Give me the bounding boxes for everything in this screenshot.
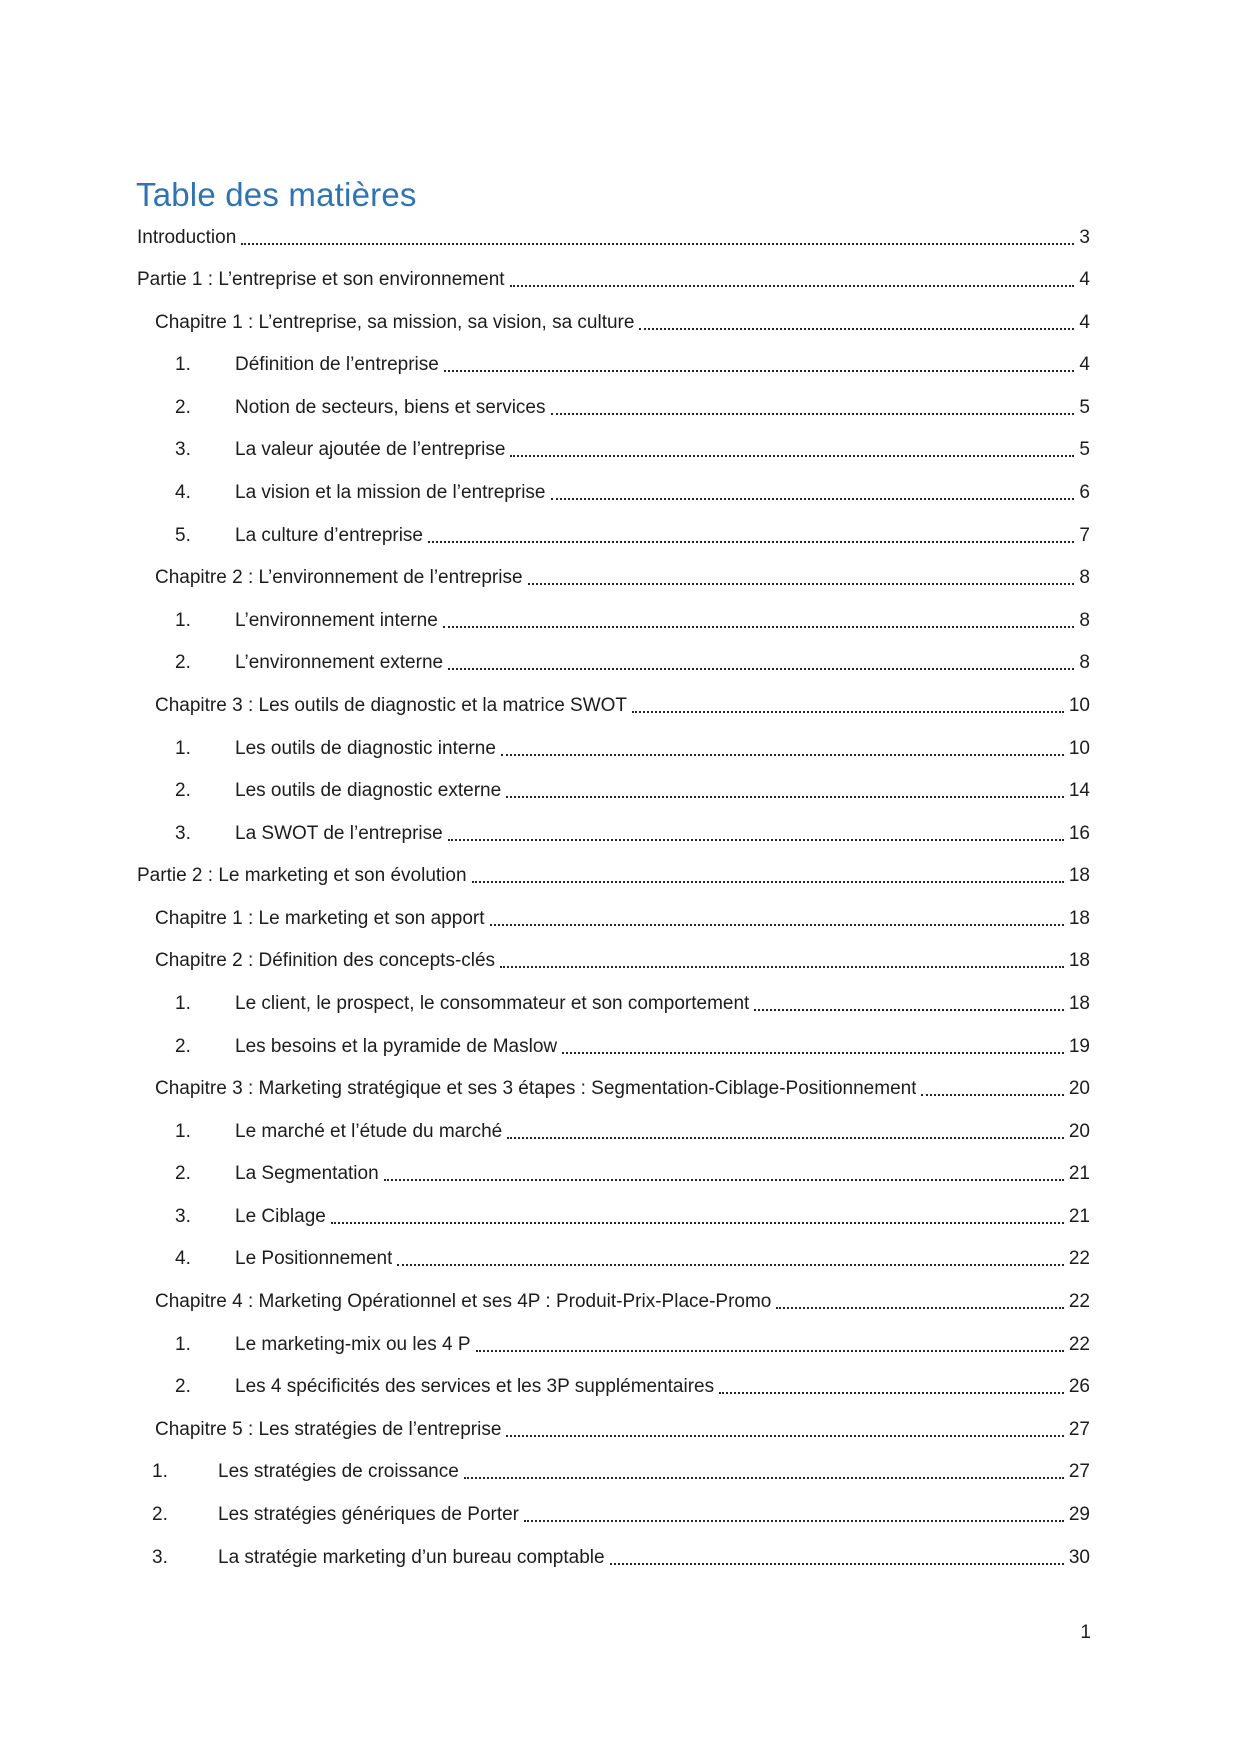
toc-entry-label: La valeur ajoutée de l’entreprise [235,439,506,461]
toc-entry-number: 3. [175,822,191,844]
toc-dotted-leader [448,668,1074,670]
toc-entry-label: Les outils de diagnostic externe [235,780,502,802]
toc-entry-label: La vision et la mission de l’entreprise [235,482,546,504]
toc-dotted-leader [551,498,1075,500]
toc-entry[interactable] [137,215,1090,258]
toc-dotted-leader [384,1179,1064,1181]
toc-dotted-leader [562,1052,1064,1054]
toc-entry-page: 27 [1068,1418,1090,1440]
toc-entry-page: 22 [1068,1291,1090,1313]
toc-entry-page: 10 [1068,694,1090,716]
toc-entry-page: 19 [1068,1035,1090,1057]
toc-entry[interactable] [137,981,1090,1024]
toc-entry-page: 22 [1068,1333,1090,1355]
toc-entry-number: 1. [175,609,191,631]
toc-entry-page: 5 [1079,439,1090,461]
toc-entry-page: 14 [1068,780,1090,802]
toc-dotted-leader [921,1094,1063,1096]
toc-entry[interactable] [137,470,1090,513]
toc-dotted-leader [524,1520,1064,1522]
toc-entry-page: 8 [1079,609,1090,631]
toc-entry[interactable] [137,1492,1090,1535]
toc-dotted-leader [776,1307,1063,1309]
toc-entry[interactable] [137,939,1090,982]
toc-entry[interactable] [137,556,1090,599]
toc-entry-page: 4 [1079,354,1090,376]
toc-entry[interactable] [137,1407,1090,1450]
toc-entry-number: 1. [175,354,191,376]
toc-entry-page: 21 [1068,1163,1090,1185]
toc-entry-number: 2. [175,1035,191,1057]
toc-entry[interactable] [137,1279,1090,1322]
toc-dotted-leader [610,1563,1064,1565]
toc-entry-label: Chapitre 2 : L’environnement de l’entreprise [155,567,523,589]
toc-dotted-leader [476,1350,1064,1352]
toc-dotted-leader [632,711,1064,713]
toc-entry-page: 4 [1079,311,1090,333]
page-title: Table des matières [136,176,417,213]
toc-entry-page: 16 [1068,822,1090,844]
toc-entry[interactable] [137,854,1090,897]
toc-entry-number: 1. [152,1461,168,1483]
toc-entry-page: 18 [1068,865,1090,887]
toc-entry-page: 22 [1068,1248,1090,1270]
toc-dotted-leader [448,839,1064,841]
toc-dotted-leader [510,455,1074,457]
toc-entry[interactable] [137,513,1090,556]
toc-entry-page: 18 [1068,907,1090,929]
toc-entry-page: 30 [1068,1546,1090,1568]
toc-entry-number: 2. [152,1503,168,1525]
toc-entry-page: 6 [1079,482,1090,504]
toc-entry[interactable] [137,1109,1090,1152]
toc-entry-label: Les stratégies de croissance [218,1461,459,1483]
toc-dotted-leader [507,1137,1064,1139]
toc-entry-number: 2. [175,652,191,674]
toc-entry[interactable] [137,385,1090,428]
toc-entry-label: Le client, le prospect, le consommateur et son comportement [235,992,750,1014]
toc-dotted-leader [754,1009,1064,1011]
toc-entry-label: L’environnement externe [235,652,444,674]
footer-page-number: 1 [1080,1622,1091,1643]
toc-entry-label: Le Ciblage [235,1205,326,1227]
toc-dotted-leader [719,1392,1064,1394]
toc-dotted-leader [501,754,1064,756]
toc-entry-number: 3. [175,1205,191,1227]
toc-entry[interactable] [137,1067,1090,1110]
toc-entry[interactable] [137,598,1090,641]
toc-dotted-leader [428,541,1074,543]
toc-entry-page: 26 [1068,1376,1090,1398]
toc-entry[interactable] [137,1024,1090,1067]
toc-entry[interactable] [137,1194,1090,1237]
toc-entry-number: 2. [175,396,191,418]
toc-entry[interactable] [137,683,1090,726]
toc-dotted-leader [528,583,1075,585]
toc-entry-label: Chapitre 3 : Les outils de diagnostic et la matrice SWOT [155,694,628,716]
toc-entry-label: L’environnement interne [235,609,438,631]
toc-entry[interactable] [137,300,1090,343]
toc-entry-label: Le marketing-mix ou les 4 P [235,1333,471,1355]
toc-entry-label: Les 4 spécificités des services et les 3P supplémentaires [235,1376,715,1398]
toc-entry[interactable] [137,1152,1090,1195]
toc-entry[interactable] [137,811,1090,854]
toc-entry-label: Les besoins et la pyramide de Maslow [235,1035,558,1057]
toc-dotted-leader [464,1477,1064,1479]
toc-entry-label: Notion de secteurs, biens et services [235,396,546,418]
toc-entry-label: Chapitre 1 : L’entreprise, sa mission, sa vision, sa culture [155,311,635,333]
toc-entry-label: La SWOT de l’entreprise [235,822,443,844]
toc-entry[interactable] [137,1365,1090,1408]
toc-entry-number: 1. [175,1333,191,1355]
toc-entry[interactable] [137,258,1090,301]
toc-dotted-leader [443,626,1075,628]
toc-entry[interactable] [137,428,1090,471]
toc-entry-label: Le Positionnement [235,1248,393,1270]
toc-entry-page: 21 [1068,1205,1090,1227]
toc-entry-number: 4. [175,482,191,504]
toc-dotted-leader [551,413,1075,415]
toc-list [137,215,1090,1578]
toc-dotted-leader [444,370,1075,372]
toc-entry-page: 27 [1068,1461,1090,1483]
toc-entry-label: Partie 2 : Le marketing et son évolution [137,865,467,887]
toc-entry-page: 18 [1068,950,1090,972]
toc-entry-number: 3. [152,1546,168,1568]
toc-entry-label: Le marché et l’étude du marché [235,1120,503,1142]
toc-entry-page: 7 [1079,524,1090,546]
toc-entry-number: 2. [175,1376,191,1398]
toc-dotted-leader [490,924,1064,926]
toc-entry-label: La stratégie marketing d’un bureau comptable [218,1546,605,1568]
toc-entry-label: Chapitre 1 : Le marketing et son apport [155,907,485,929]
toc-entry[interactable] [137,343,1090,386]
toc-entry[interactable] [137,769,1090,812]
toc-entry-number: 4. [175,1248,191,1270]
toc-entry-label: Chapitre 3 : Marketing stratégique et ses 3 étapes : Segmentation-Ciblage-Positionnement [155,1078,917,1100]
toc-entry-label: Chapitre 4 : Marketing Opérationnel et ses 4P : Produit-Prix-Place-Promo [155,1291,772,1313]
toc-entry-label: La Segmentation [235,1163,379,1185]
toc-entry-label: Introduction [137,226,237,248]
toc-entry-number: 2. [175,780,191,802]
toc-entry-label: Chapitre 2 : Définition des concepts-clés [155,950,496,972]
toc-dotted-leader [397,1264,1063,1266]
toc-dotted-leader [241,243,1074,245]
toc-entry-label: Les stratégies génériques de Porter [218,1503,520,1525]
toc-entry[interactable] [137,726,1090,769]
toc-entry-number: 1. [175,737,191,759]
toc-entry-number: 1. [175,992,191,1014]
toc-entry[interactable] [137,1237,1090,1280]
toc-entry-page: 20 [1068,1078,1090,1100]
toc-entry[interactable] [137,896,1090,939]
toc-entry-label: Définition de l’entreprise [235,354,439,376]
toc-entry-label: Chapitre 5 : Les stratégies de l’entreprise [155,1418,502,1440]
toc-entry-page: 18 [1068,992,1090,1014]
toc-entry-number: 1. [175,1120,191,1142]
toc-entry-label: La culture d’entreprise [235,524,423,546]
toc-dotted-leader [506,796,1064,798]
toc-entry-page: 20 [1068,1120,1090,1142]
toc-entry-page: 4 [1079,269,1090,291]
toc-entry-page: 8 [1079,567,1090,589]
toc-entry[interactable] [137,1450,1090,1493]
toc-entry-label: Les outils de diagnostic interne [235,737,496,759]
toc-entry-number: 5. [175,524,191,546]
toc-entry-page: 10 [1068,737,1090,759]
toc-dotted-leader [510,285,1075,287]
toc-entry[interactable] [137,641,1090,684]
toc-entry-page: 8 [1079,652,1090,674]
toc-entry-page: 5 [1079,396,1090,418]
toc-entry-label: Partie 1 : L’entreprise et son environnement [137,269,505,291]
toc-entry-page: 29 [1068,1503,1090,1525]
toc-entry-number: 2. [175,1163,191,1185]
toc-dotted-leader [639,328,1074,330]
toc-dotted-leader [506,1435,1063,1437]
toc-entry[interactable] [137,1322,1090,1365]
toc-dotted-leader [331,1222,1064,1224]
toc-dotted-leader [472,881,1064,883]
toc-entry[interactable] [137,1535,1090,1578]
toc-dotted-leader [500,966,1064,968]
toc-entry-page: 3 [1079,226,1090,248]
toc-entry-number: 3. [175,439,191,461]
